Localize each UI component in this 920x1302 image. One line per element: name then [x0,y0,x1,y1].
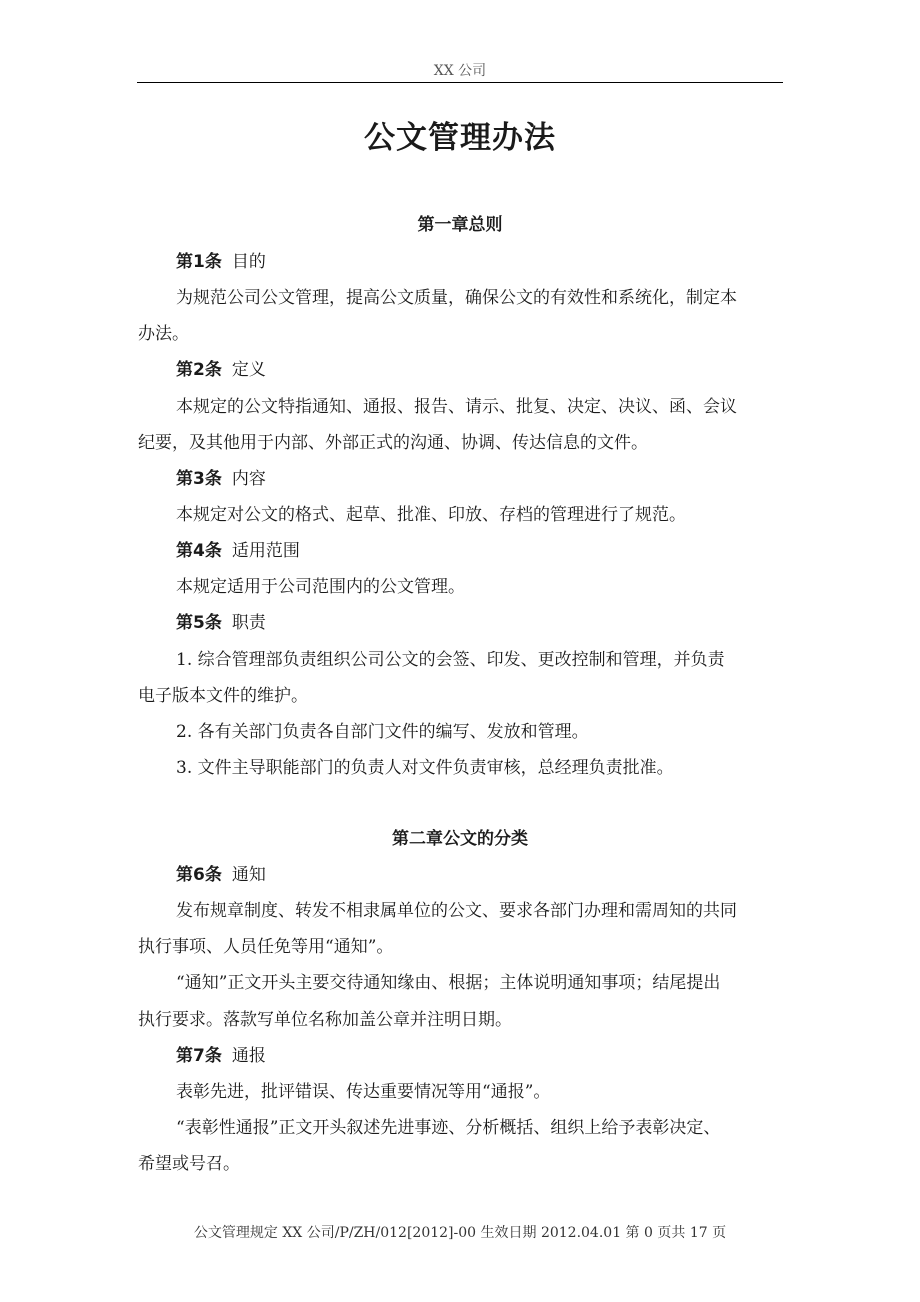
list-item: 3. 文件主导职能部门的负责人对文件负责审核，总经理负责批准。 [176,758,674,778]
article-name: 定义 [231,360,266,380]
chapter-heading-1: 第一章总则 [417,215,503,235]
article-7-heading [176,1043,826,1069]
article-name: 职责 [231,613,266,633]
article-name: 目的 [231,252,266,272]
article-number: 第6条 [176,865,222,885]
article-number: 第2条 [176,360,222,380]
paragraph-line: “通知”正文开头主要交待通知缘由、根据；主体说明通知事项；结尾提出 [176,973,721,993]
article-number: 第7条 [176,1046,222,1066]
paragraph-line: 为规范公司公文管理，提高公文质量，确保公文的有效性和系统化，制定本 [176,288,737,308]
paragraph-line: 本规定的公文特指通知、通报、报告、请示、批复、决定、决议、函、会议 [176,397,737,417]
page-header-company: XX 公司 [433,63,487,79]
page-footer: 公文管理规定 XX 公司/P/ZH/012[2012]-00 生效日期 2012.04.01 第 0 页共 17 页 [193,1225,727,1241]
article-name: 通报 [231,1046,266,1066]
paragraph-line: 纪要，及其他用于内部、外部正式的沟通、协调、传达信息的文件。 [138,433,648,453]
article-name: 适用范围 [231,541,300,561]
paragraph-line: “表彰性通报”正文开头叙述先进事迹、分析概括、组织上给予表彰决定、 [176,1118,721,1138]
list-item: 2. 各有关部门负责各自部门文件的编写、发放和管理。 [176,722,589,742]
article-4-heading [176,538,826,564]
article-2-heading [176,357,826,383]
article-3-heading [176,466,826,492]
paragraph-line: 本规定对公文的格式、起草、批准、印放、存档的管理进行了规范。 [176,505,686,525]
paragraph-line: 执行要求。落款写单位名称加盖公章并注明日期。 [138,1010,512,1030]
article-name: 通知 [231,865,266,885]
article-5-heading [176,610,826,636]
list-item-line: 电子版本文件的维护。 [138,686,308,706]
paragraph-line: 发布规章制度、转发不相隶属单位的公文、要求各部门办理和需周知的共同 [176,901,737,921]
header-divider [137,82,783,83]
paragraph-line: 表彰先进，批评错误、传达重要情况等用“通报”。 [176,1082,551,1102]
article-name: 内容 [231,469,266,489]
article-number: 第5条 [176,613,222,633]
paragraph-line: 希望或号召。 [138,1154,240,1174]
paragraph-line: 本规定适用于公司范围内的公文管理。 [176,577,465,597]
paragraph-line: 办法。 [138,324,189,344]
article-1-heading [176,249,826,275]
article-number: 第1条 [176,252,222,272]
chapter-heading-2: 第二章公文的分类 [392,829,528,849]
document-title: 公文管理办法 [364,120,556,156]
paragraph-line: 执行事项、人员任免等用“通知”。 [138,937,394,957]
article-6-heading [176,862,826,888]
list-item-line: 1. 综合管理部负责组织公司公文的会签、印发、更改控制和管理，并负责 [176,650,725,670]
article-number: 第3条 [176,469,222,489]
article-number: 第4条 [176,541,222,561]
